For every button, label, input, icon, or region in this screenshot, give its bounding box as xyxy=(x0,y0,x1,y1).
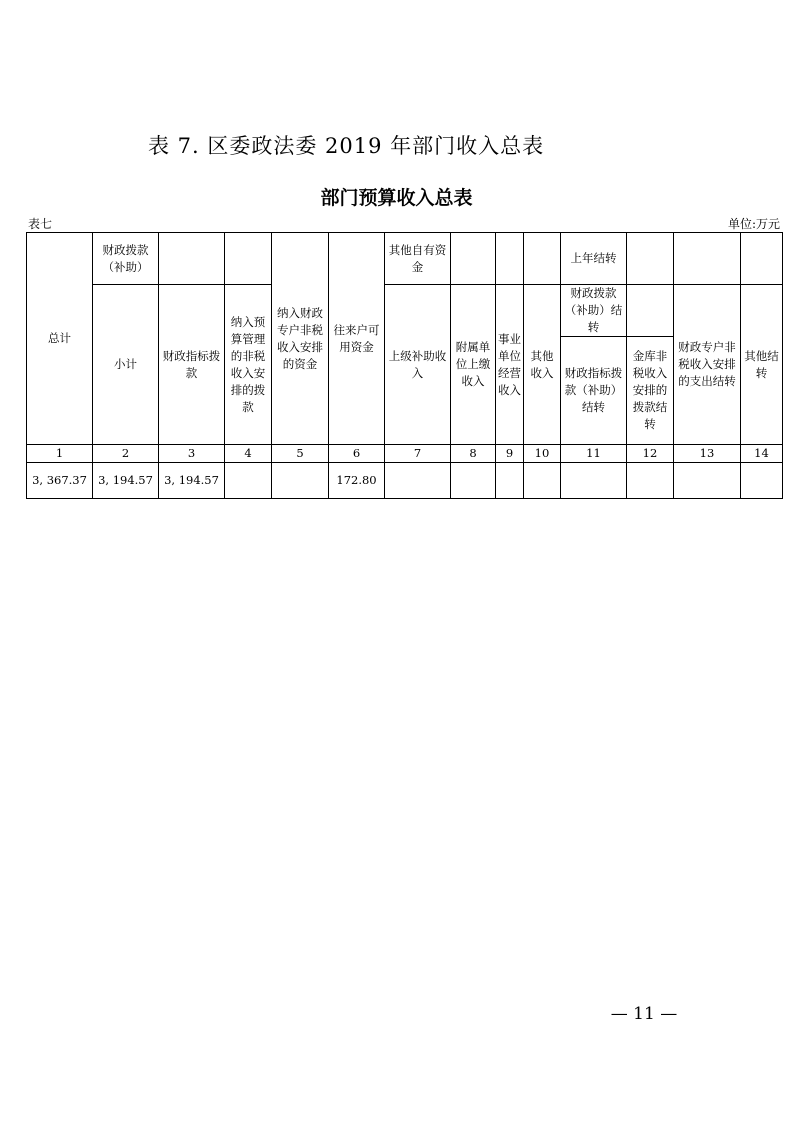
column-number: 6 xyxy=(329,445,385,463)
cell-fiscal-index-carry xyxy=(561,463,627,499)
header-prior-fiscal-group: 财政拨款（补助）结转 xyxy=(561,285,627,337)
column-number: 12 xyxy=(627,445,674,463)
column-number: 8 xyxy=(451,445,496,463)
column-number: 7 xyxy=(385,445,451,463)
header-blank xyxy=(496,233,524,285)
column-number: 9 xyxy=(496,445,524,463)
cell-affiliated-units xyxy=(451,463,496,499)
header-business-income: 事业单位经营收入 xyxy=(496,285,524,445)
header-total: 总计 xyxy=(27,233,93,445)
column-number: 1 xyxy=(27,445,93,463)
header-current-account: 往来户可用资金 xyxy=(329,233,385,445)
header-subtotal: 小计 xyxy=(93,285,159,445)
header-blank xyxy=(159,233,225,285)
income-summary-table xyxy=(26,232,783,499)
cell-treasury-carry xyxy=(627,463,674,499)
header-blank xyxy=(451,233,496,285)
header-blank xyxy=(741,233,783,285)
header-fiscal-group: 财政拨款（补助） xyxy=(93,233,159,285)
header-fiscal-index-carry: 财政指标拨款（补助）结转 xyxy=(561,337,627,445)
column-number: 5 xyxy=(272,445,329,463)
cell-fiscal-special xyxy=(272,463,329,499)
header-other-income: 其他收入 xyxy=(524,285,561,445)
table-title: 部门预算收入总表 xyxy=(320,187,473,209)
unit-label: 单位:万元 xyxy=(727,217,780,231)
header-other-own-group: 其他自有资金 xyxy=(385,233,451,285)
column-number: 3 xyxy=(159,445,225,463)
header-fiscal-special: 纳入财政专户非税收入安排的资金 xyxy=(272,233,329,445)
page-number: — 11 — xyxy=(610,1004,678,1024)
column-number: 11 xyxy=(561,445,627,463)
table-row xyxy=(27,463,783,499)
column-number: 10 xyxy=(524,445,561,463)
table-code: 表七 xyxy=(28,217,53,231)
cell-other-carry xyxy=(741,463,783,499)
cell-business-income xyxy=(496,463,524,499)
header-treasury-carry: 金库非税收入安排的拨款结转 xyxy=(627,337,674,445)
column-number: 13 xyxy=(674,445,741,463)
cell-fiscal-index: 3, 194.57 xyxy=(159,463,225,499)
header-blank xyxy=(674,233,741,285)
cell-budget-managed xyxy=(225,463,272,499)
header-blank xyxy=(524,233,561,285)
cell-current-account: 172.80 xyxy=(329,463,385,499)
header-fiscal-index: 财政指标拨款 xyxy=(159,285,225,445)
cell-other-income xyxy=(524,463,561,499)
header-affiliated-units: 附属单位上缴收入 xyxy=(451,285,496,445)
cell-superior-subsidy xyxy=(385,463,451,499)
column-number: 14 xyxy=(741,445,783,463)
column-number: 4 xyxy=(225,445,272,463)
page-heading: 表 7. 区委政法委 2019 年部门收入总表 xyxy=(148,134,545,158)
header-blank xyxy=(627,285,674,337)
column-number: 2 xyxy=(93,445,159,463)
cell-total: 3, 367.37 xyxy=(27,463,93,499)
header-prior-year-group: 上年结转 xyxy=(561,233,627,285)
header-blank xyxy=(627,233,674,285)
cell-subtotal: 3, 194.57 xyxy=(93,463,159,499)
header-special-carry: 财政专户非税收入安排的支出结转 xyxy=(674,285,741,445)
header-superior-subsidy: 上级补助收入 xyxy=(385,285,451,445)
header-other-carry: 其他结转 xyxy=(741,285,783,445)
cell-special-carry xyxy=(674,463,741,499)
header-blank xyxy=(225,233,272,285)
header-budget-managed: 纳入预算管理的非税收入安排的拨款 xyxy=(225,285,272,445)
